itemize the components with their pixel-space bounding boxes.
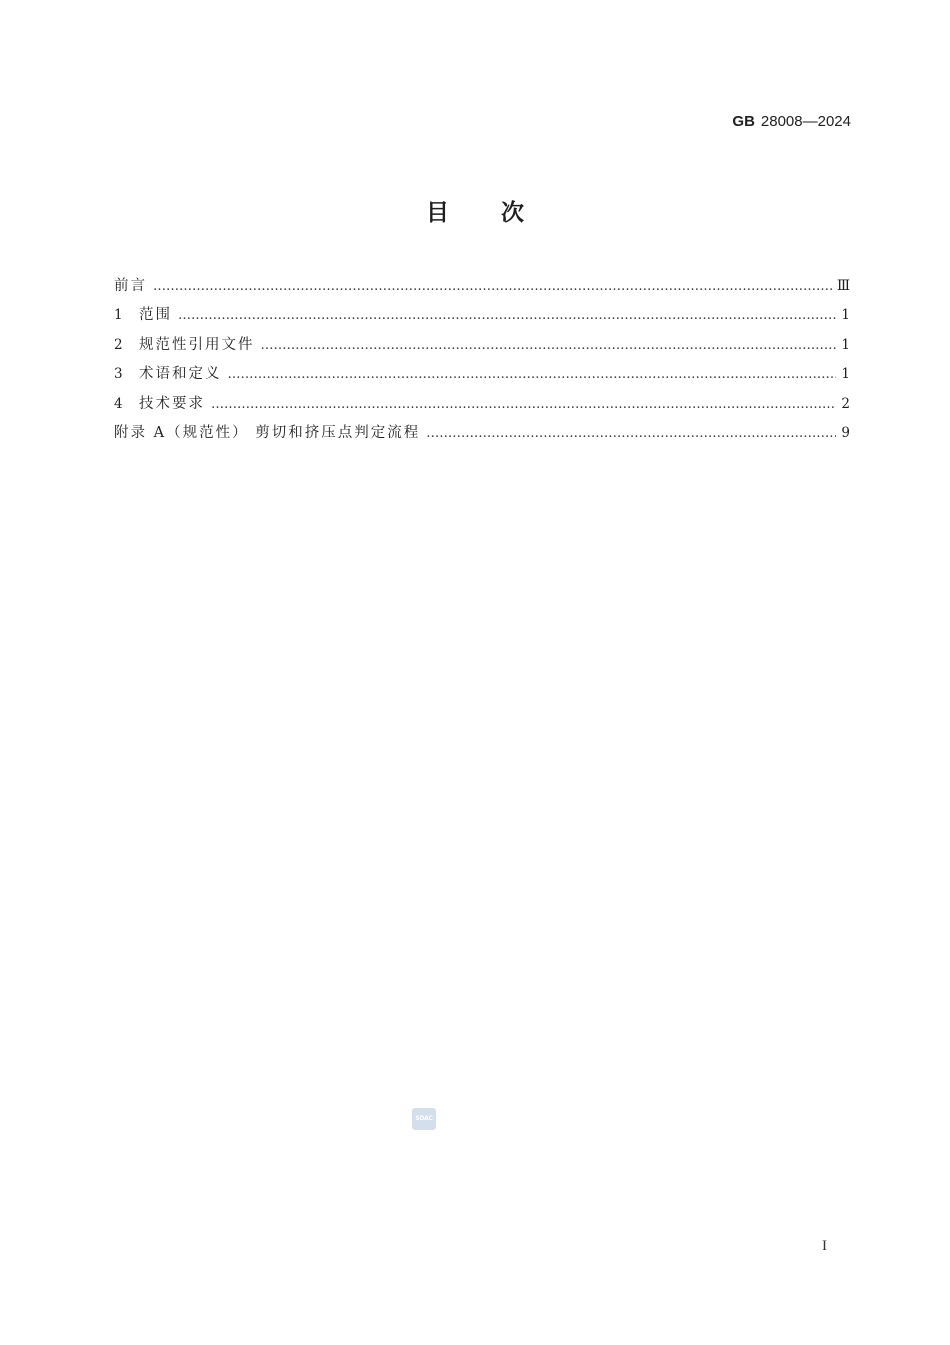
toc-entry-terms-definitions[interactable] [114,360,850,389]
toc-entry-scope[interactable] [114,301,850,330]
toc-entry-annex-a[interactable] [114,419,850,448]
toc-entry-title: 术语和定义 [139,366,222,383]
toc-entry-page: 9 [841,424,850,441]
standard-prefix: GB [732,113,755,130]
toc-entry-title: 规范性引用文件 [139,336,255,353]
toc-entry-page: 1 [841,307,850,324]
toc-entry-page: 1 [841,366,850,383]
toc-leader-dots [261,331,837,360]
toc-entry-number: 3 [114,366,123,383]
toc-entry-technical-requirements[interactable] [114,390,850,419]
toc-entry-normative-references[interactable] [114,331,850,360]
toc-entry-title: 前言 [114,278,147,294]
toc-entry-title: 范围 [139,307,172,324]
toc-leader-dots [178,301,836,330]
watermark-logo: SDAC [412,1108,436,1130]
toc-entry-page: Ⅲ [836,278,850,294]
toc-entry-number: 4 [114,395,123,412]
toc-leader-dots [228,360,837,389]
toc-leader-dots [153,272,833,301]
toc-entry-number: 2 [114,336,123,353]
toc-entry-title: 技术要求 [139,395,205,412]
toc-leader-dots [211,390,836,419]
page-title: 目次 [426,200,576,226]
page-number: I [822,1238,827,1254]
toc-entry-title: 附录 A（规范性） 剪切和挤压点判定流程 [114,424,421,441]
standard-code [732,113,851,130]
table-of-contents [114,272,850,448]
toc-entry-page: 2 [841,395,850,412]
toc-leader-dots [426,419,836,448]
toc-entry-number: 1 [114,307,123,324]
toc-entry-foreword[interactable] [114,272,850,301]
standard-number: 28008—2024 [760,113,851,130]
toc-entry-page: 1 [841,336,850,353]
